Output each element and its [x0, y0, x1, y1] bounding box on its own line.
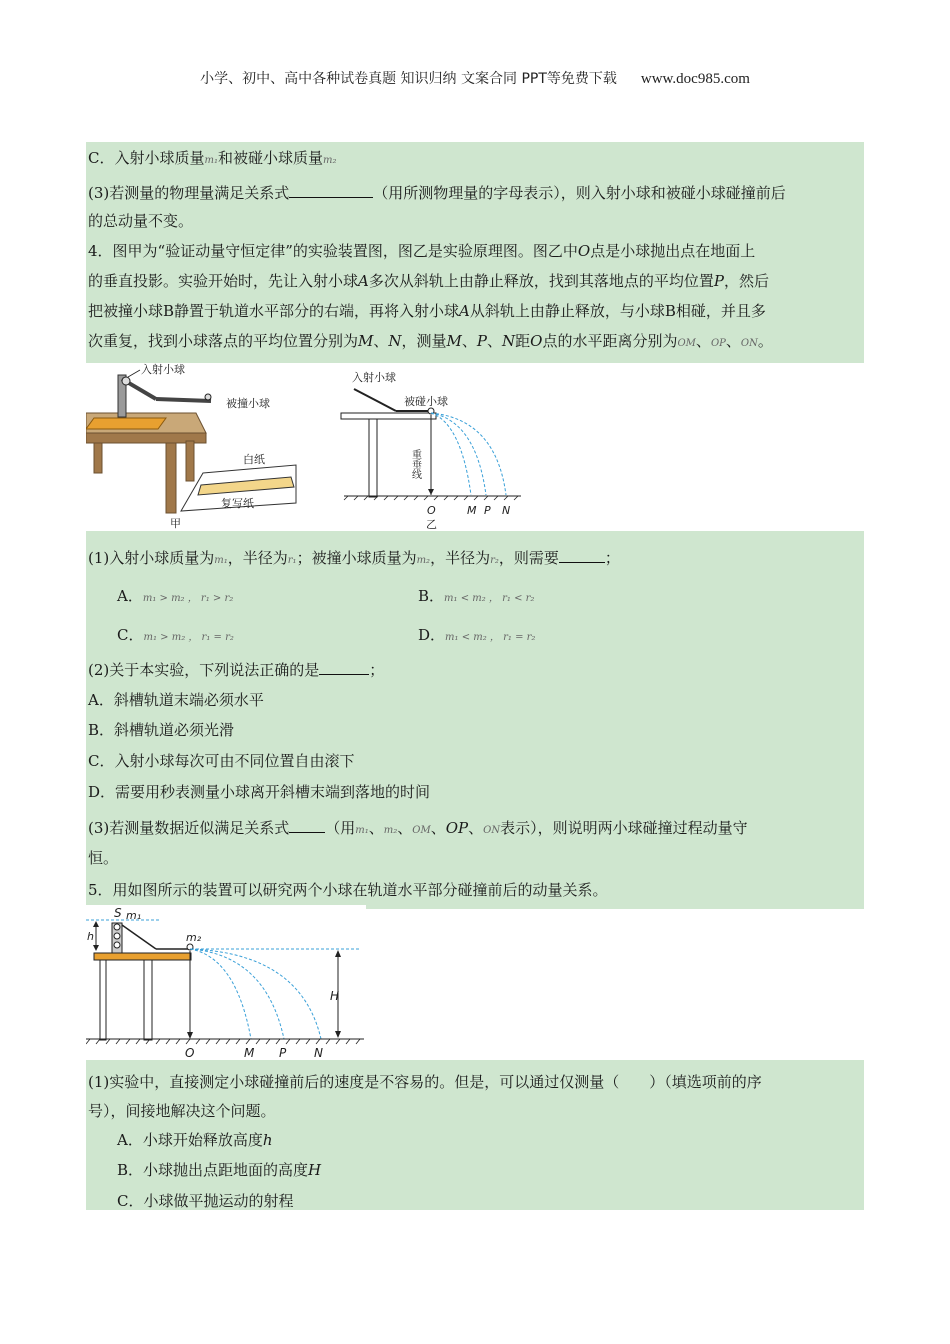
header-url[interactable]: www.doc985.com	[640, 71, 750, 87]
q4-line-3: 把被撞小球B静置于轨道水平部分的右端，再将入射小球A从斜轨上由静止释放，与小球B相碰，并且多	[88, 302, 766, 320]
label-P: P	[484, 504, 491, 517]
caption-jia: 甲	[170, 517, 181, 530]
q5-option-a[interactable]: A．小球开始释放高度h	[117, 1131, 273, 1149]
label-carbon-paper: 复写纸	[221, 497, 254, 510]
q4-part2: (2)关于本实验，下列说法正确的是 ；	[88, 661, 385, 679]
label-hit-ball-yi: 被碰小球	[404, 395, 448, 408]
q4-line-4: 次重复，找到小球落点的平均位置分别为M、N，测量M、P、N距O点的水平距离分别为OM、OP、ON。	[88, 332, 773, 350]
q4-line-1: 4．图甲为“验证动量守恒定律”的实验装置图，图乙是实验原理图。图乙中O点是小球抛出点在地面上	[88, 242, 756, 260]
label-P2: P	[279, 1046, 287, 1060]
option-c[interactable]: C．m₁ > m₂ ， r₁ = r₂	[117, 626, 234, 644]
label-N2: N	[314, 1046, 323, 1060]
answer-blank[interactable]	[289, 183, 373, 198]
header-text: 小学、初中、高中各种试卷真题 知识归纳 文案合同 PPT等免费下载	[200, 71, 617, 87]
label-m2: m₂	[186, 931, 202, 944]
label-O: O	[427, 504, 436, 517]
label-m1: m₁	[126, 909, 142, 922]
q5-part1-line1: (1)实验中，直接测定小球碰撞前后的速度是不容易的。但是，可以通过仅测量（ ）（填选项前的序	[88, 1073, 762, 1091]
site-header	[0, 68, 950, 88]
part2-option-a[interactable]: A．斜槽轨道末端必须水平	[88, 691, 264, 709]
label-O2: O	[185, 1046, 195, 1060]
option-a[interactable]: A．m₁ > m₂ ， r₁ > r₂	[117, 587, 234, 605]
option-d[interactable]: D．m₁ < m₂ ， r₁ = r₂	[418, 626, 536, 644]
q5-stem: 5．用如图所示的装置可以研究两个小球在轨道水平部分碰撞前后的动量关系。	[88, 881, 608, 899]
label-M2: M	[244, 1046, 255, 1060]
label-H: H	[330, 989, 340, 1003]
label-incident-ball-jia: 入射小球	[141, 363, 185, 376]
label-S: S	[114, 906, 122, 920]
label-hit-ball-jia: 被撞小球	[226, 397, 270, 410]
answer-blank[interactable]	[559, 548, 605, 563]
option-b[interactable]: B．m₁ < m₂ ， r₁ < r₂	[418, 587, 535, 605]
label-white-paper: 白纸	[243, 453, 265, 466]
part2-option-b[interactable]: B．斜槽轨道必须光滑	[88, 721, 235, 739]
q4-part3: (3)若测量数据近似满足关系式 （用m₁、m₂、OM、OP、ON表示），则说明两小球碰撞过程动量守	[88, 819, 748, 837]
part2-option-d[interactable]: D．需要用秒表测量小球离开斜槽末端到落地的时间	[88, 783, 431, 801]
question-3-line: (3)若测量的物理量满足关系式 （用所测物理量的字母表示），则入射小球和被碰小球碰撞前后	[88, 184, 786, 202]
q4-line-2: 的垂直投影。实验开始时，先让入射小球A多次从斜轨上由静止释放，找到其落地点的平均位置P，然后	[88, 272, 769, 290]
q4-part3-line2: 恒。	[88, 849, 119, 867]
answer-blank[interactable]	[289, 818, 325, 833]
collision-figure	[86, 905, 366, 1060]
question-3-line-2: 的总动量不变。	[88, 212, 194, 230]
q5-option-b[interactable]: B．小球抛出点距地面的高度H	[117, 1161, 322, 1179]
label-incident-ball-yi: 入射小球	[352, 371, 396, 384]
label-plumb: 重垂线	[409, 449, 421, 479]
part2-option-c[interactable]: C．入射小球每次可由不同位置自由滚下	[88, 752, 355, 770]
q5-part1-line2: 号），间接地解决这个问题。	[88, 1102, 276, 1120]
answer-blank[interactable]	[319, 660, 369, 675]
label-h: h	[87, 930, 94, 943]
option-c-line: C．入射小球质量m₁和被碰小球质量m₂	[88, 149, 337, 167]
q4-part1: (1)入射小球质量为m₁，半径为r₁；被撞小球质量为m₂，半径为r₂，则需要 ；	[88, 549, 620, 567]
q5-option-c[interactable]: C．小球做平抛运动的射程	[117, 1192, 294, 1210]
label-M: M	[467, 504, 477, 517]
caption-yi: 乙	[426, 518, 437, 531]
apparatus-figure	[86, 363, 527, 531]
label-N: N	[502, 504, 511, 517]
